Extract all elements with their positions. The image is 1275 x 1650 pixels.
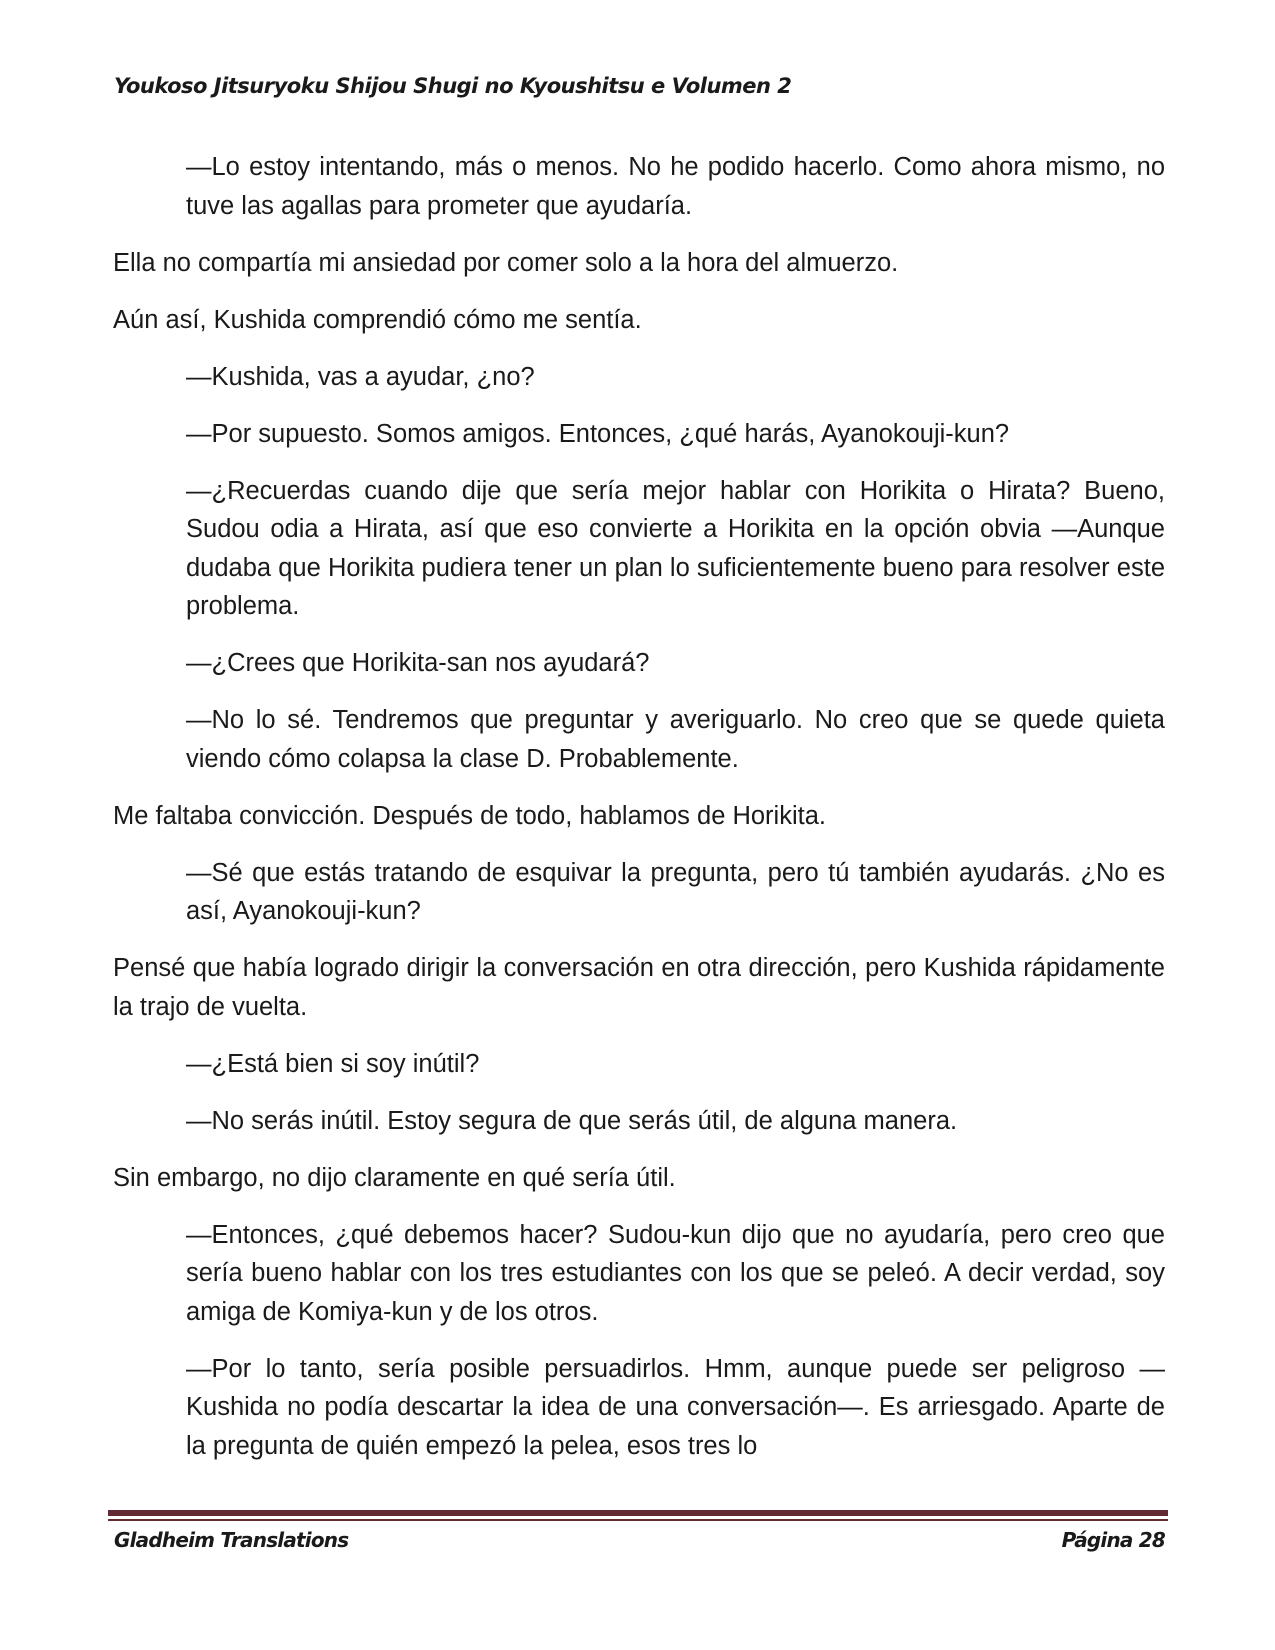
footer-publisher: Gladheim Translations: [114, 1528, 349, 1552]
dialogue-paragraph: —Lo estoy intentando, más o menos. No he podido hacerlo. Como ahora mismo, no tuve las agallas para prometer que ayudaría.: [186, 153, 1165, 220]
dialogue-paragraph: —Por lo tanto, sería posible persuadirlos. Hmm, aunque puede ser peligroso —Kushida no podía descartar la idea de una conversación—. Es arriesgado. Aparte de la pregunta de quién empezó la pelea, esos tres lo: [186, 1354, 1165, 1460]
dialogue-paragraph: —Entonces, ¿qué debemos hacer? Sudou-kun dijo que no ayudaría, pero creo que sería bueno hablar con los tres estudiantes con los que se peleó. A decir verdad, soy amiga de Komiya-kun y de los otros.: [186, 1220, 1165, 1326]
dialogue-paragraph: —Kushida, vas a ayudar, ¿no?: [186, 362, 535, 391]
footer-rule-thick: [108, 1510, 1168, 1516]
dialogue-paragraph: —Por supuesto. Somos amigos. Entonces, ¿qué harás, Ayanokouji-kun?: [186, 419, 1010, 448]
narration-paragraph: Me faltaba convicción. Después de todo, hablamos de Horikita.: [113, 801, 826, 830]
narration-paragraph: Pensé que había logrado dirigir la conversación en otra dirección, pero Kushida rápidamente la trajo de vuelta.: [113, 954, 1165, 1021]
dialogue-paragraph: —¿Está bien si soy inútil?: [186, 1049, 480, 1078]
dialogue-paragraph: —No lo sé. Tendremos que preguntar y averiguarlo. No creo que se quede quieta viendo cómo colapsa la clase D. Probablemente.: [186, 706, 1165, 773]
narration-paragraph: Ella no compartía mi ansiedad por comer solo a la hora del almuerzo.: [113, 248, 899, 277]
footer-rule-thin: [108, 1519, 1168, 1521]
footer-page-number: Página 28: [1061, 1528, 1165, 1552]
dialogue-paragraph: —Sé que estás tratando de esquivar la pregunta, pero tú también ayudarás. ¿No es así, Ayanokouji-kun?: [186, 858, 1165, 925]
running-header: Youkoso Jitsuryoku Shijou Shugi no Kyoushitsu e Volumen 2: [114, 74, 792, 98]
dialogue-paragraph: —No serás inútil. Estoy segura de que serás útil, de alguna manera.: [186, 1106, 958, 1135]
page-body: [113, 148, 1165, 1484]
narration-paragraph: Sin embargo, no dijo claramente en qué sería útil.: [113, 1163, 676, 1192]
dialogue-paragraph: —¿Crees que Horikita-san nos ayudará?: [186, 649, 650, 677]
narration-paragraph: Aún así, Kushida comprendió cómo me sentía.: [113, 305, 642, 334]
dialogue-paragraph: —¿Recuerdas cuando dije que sería mejor hablar con Horikita o Hirata? Bueno, Sudou odia a Hirata, así que eso convierte a Horikita en la opción obvia —Aunque dudaba que Horikita pudiera tener un plan lo suficientemente bueno para resolver este problema.: [186, 476, 1165, 620]
